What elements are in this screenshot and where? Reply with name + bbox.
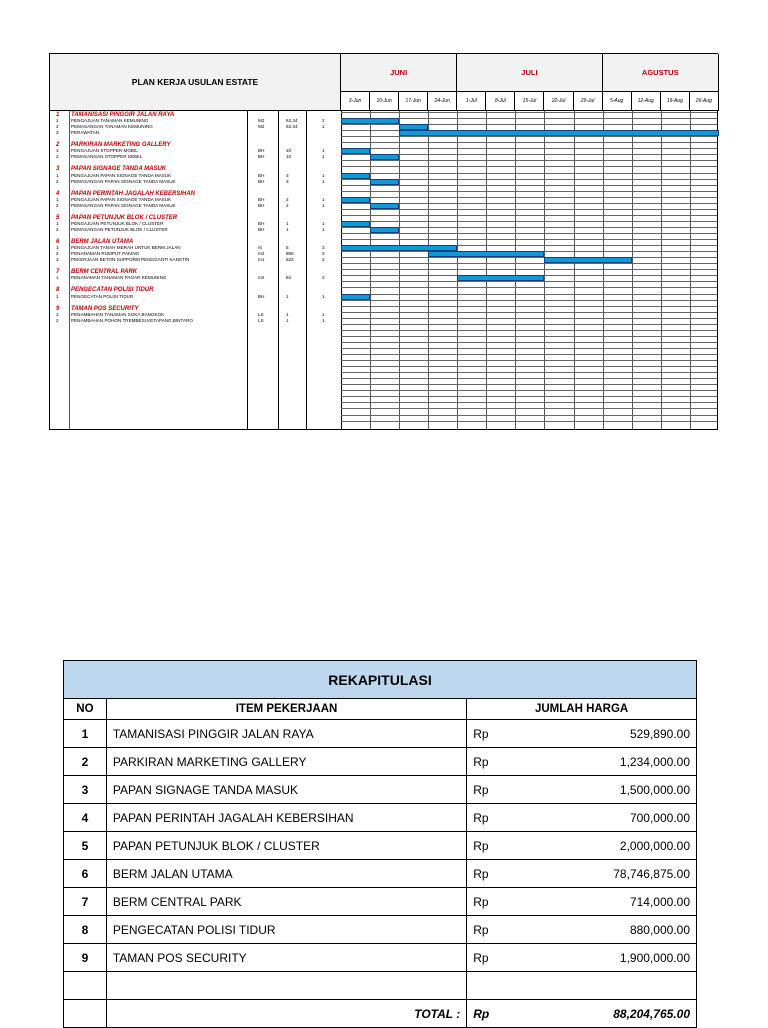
grid-line — [341, 160, 717, 161]
grid-line — [341, 390, 717, 391]
grid-line — [341, 281, 717, 282]
week-header: 8-Jul — [486, 92, 515, 111]
section-number: 1 — [56, 112, 60, 118]
task-number: 1 — [56, 275, 59, 281]
row-item: PAPAN SIGNAGE TANDA MASUK — [106, 776, 466, 804]
grid-line — [341, 330, 717, 331]
grid-line — [341, 148, 717, 149]
task-quantity: 522 — [286, 257, 294, 263]
grid-line — [341, 348, 717, 349]
section-title: PENGECATAN POLISI TIDUR — [71, 287, 154, 294]
task-quantity: 1 — [286, 226, 289, 232]
task-unit: BH — [258, 148, 265, 154]
task-description: PENAMBAHAN POHON TREMBESI,KETAPANG,BINTARO — [71, 317, 193, 323]
grid-line — [341, 185, 717, 186]
grid-line — [341, 221, 717, 222]
section-number: 7 — [56, 269, 60, 276]
task-quantity: 1 — [286, 220, 289, 226]
row-amount-cell — [467, 720, 697, 748]
section-title: TAMANISASI PINGGIR JALAN RAYA — [71, 112, 175, 118]
section-title: PAPAN PETUNJUK BLOK / CLUSTER — [71, 214, 178, 221]
row-number: 4 — [64, 804, 107, 832]
total-amount-cell — [467, 1000, 697, 1028]
task-unit: LS — [258, 311, 264, 317]
task-number: 3 — [56, 130, 59, 136]
row-amount: 700,000.00 — [629, 810, 690, 825]
grid-line — [341, 197, 717, 198]
task-row — [50, 179, 341, 185]
grid-line — [341, 372, 717, 373]
section-title: PAPAN SIGNAGE TANDA MASUK — [71, 166, 167, 173]
week-header: 22-Jul — [544, 92, 573, 111]
task-duration: 1 — [322, 317, 325, 323]
week-header: 3-Jun — [341, 92, 370, 111]
row-currency: Rp — [473, 866, 489, 881]
row-number: 9 — [64, 944, 107, 972]
grid-line — [341, 239, 717, 240]
total-currency: Rp — [473, 1006, 490, 1021]
task-row — [50, 257, 341, 263]
grid-line — [341, 300, 717, 301]
task-row — [50, 227, 341, 233]
grid-line — [341, 378, 717, 379]
grid-line — [341, 366, 717, 367]
row-amount: 2,000,000.00 — [619, 838, 690, 853]
task-number: 2 — [56, 124, 59, 130]
grid-line — [341, 263, 717, 264]
task-description: PENGAJUAN TANAMAN KEMUNING — [71, 118, 149, 124]
empty-cell — [64, 972, 107, 1000]
grid-line — [341, 318, 717, 319]
task-description: PENGAJUAN TANAH MERAH UNTUK BERM JALAN — [71, 245, 181, 251]
week-header: 17-Jun — [399, 92, 428, 111]
week-header: 12-Aug — [632, 92, 661, 111]
grid-line — [341, 415, 717, 416]
task-row — [50, 203, 341, 209]
row-number: 8 — [64, 916, 107, 944]
grid-line — [341, 384, 717, 385]
task-unit: m2 — [258, 251, 265, 257]
grid-line — [341, 209, 717, 210]
task-row — [50, 130, 341, 136]
recap-row — [64, 860, 697, 888]
grid-line — [341, 124, 717, 125]
task-quantity: 62.34 — [286, 118, 298, 124]
grid-line — [341, 136, 717, 137]
row-number: 5 — [64, 832, 107, 860]
header-no: NO — [64, 699, 107, 720]
task-duration: 2 — [322, 275, 325, 281]
task-quantity: 1 — [286, 293, 289, 299]
header-item: ITEM PEKERJAAN — [106, 699, 466, 720]
task-description: PEMASANGAN TANAMAN KEMUNING — [71, 124, 153, 130]
task-number: 2 — [56, 202, 59, 208]
grid-line — [341, 396, 717, 397]
task-number: 2 — [56, 178, 59, 184]
row-item: BERM JALAN UTAMA — [106, 860, 466, 888]
row-amount: 1,234,000.00 — [619, 754, 690, 769]
grid-line — [341, 312, 717, 313]
task-number: 1 — [56, 196, 59, 202]
row-currency: Rp — [473, 838, 489, 853]
task-unit: BH — [258, 202, 265, 208]
section-title: PARKIRAN MARKETING GALLERY — [71, 142, 171, 149]
task-description: PENGECATAN POLISI TIDUR — [71, 293, 134, 299]
task-description: PEMASANGAN PETUNJUK BLOK / CLUSTER — [71, 226, 168, 232]
task-duration: 1 — [322, 226, 325, 232]
task-unit: M2 — [258, 118, 265, 124]
task-quantity: 84 — [286, 275, 292, 281]
task-duration: 2 — [322, 118, 325, 124]
task-description: PENANAMAN RUMPUT PAKING — [71, 251, 140, 257]
task-duration: 1 — [322, 220, 325, 226]
row-amount-cell — [467, 860, 697, 888]
section-title: PAPAN PERINTAH JAGALAH KEBERSIHAN — [71, 190, 196, 197]
section-number: 8 — [56, 287, 60, 294]
recap-title: REKAPITULASI — [64, 661, 697, 699]
grid-line — [341, 166, 717, 167]
task-number: 1 — [56, 220, 59, 226]
task-number: 2 — [56, 154, 59, 160]
row-currency: Rp — [473, 894, 489, 909]
task-number: 1 — [56, 311, 59, 317]
task-duration: 1 — [322, 124, 325, 130]
task-unit: m1 — [258, 257, 265, 263]
total-row — [64, 1000, 697, 1028]
task-description: PEMASANGAN STOPPER MOBIL — [71, 154, 143, 160]
task-quantity: 2 — [286, 196, 289, 202]
grid-line — [341, 360, 717, 361]
row-item: PARKIRAN MARKETING GALLERY — [106, 748, 466, 776]
task-number: 1 — [56, 293, 59, 299]
section-number: 4 — [56, 190, 60, 197]
task-description: PENGAJUAN PAPAN SIGNAGE TANDA MASUK — [71, 172, 172, 178]
task-description: PENGAJUAN PETUNJUK BLOK / CLUSTER — [71, 220, 164, 226]
row-amount-cell — [467, 888, 697, 916]
total-label: TOTAL : — [106, 1000, 466, 1028]
task-unit: BH — [258, 154, 265, 160]
row-amount-cell — [467, 916, 697, 944]
task-description: PENGAJUAN PAPAN SIGNAGE TANDA MASUK — [71, 196, 172, 202]
section-title: TAMAN POS SECURITY — [71, 305, 139, 312]
task-unit: BH — [258, 196, 265, 202]
row-amount-cell — [467, 832, 697, 860]
grid-line — [341, 215, 717, 216]
task-unit: BH — [258, 178, 265, 184]
grid-line — [341, 191, 717, 192]
week-header: 29-Jul — [574, 92, 603, 111]
task-duration: 1 — [322, 178, 325, 184]
grid-line — [341, 421, 717, 422]
recap-row — [64, 832, 697, 860]
recap-row — [64, 944, 697, 972]
section-title: BERM CENTRAL PARK — [71, 269, 138, 276]
recap-row — [64, 720, 697, 748]
row-item: PAPAN PETUNJUK BLOK / CLUSTER — [106, 832, 466, 860]
grid-line — [341, 402, 717, 403]
task-unit: BH — [258, 226, 265, 232]
week-header: 5-Aug — [603, 92, 632, 111]
task-quantity: 62.34 — [286, 124, 298, 130]
row-currency: Rp — [473, 950, 489, 965]
task-number: 2 — [56, 226, 59, 232]
task-quantity: 5 — [286, 245, 289, 251]
row-number: 1 — [64, 720, 107, 748]
section-number: 5 — [56, 214, 60, 221]
row-amount: 880,000.00 — [629, 922, 690, 937]
week-header: 19-Aug — [661, 92, 690, 111]
task-row — [50, 294, 341, 300]
task-quantity: 10 — [286, 148, 292, 154]
week-header: 26-Aug — [690, 92, 719, 111]
task-unit: BH — [258, 220, 265, 226]
task-row — [50, 154, 341, 160]
section-title: BERM JALAN UTAMA — [71, 239, 134, 246]
row-amount-cell — [467, 776, 697, 804]
grid-line — [341, 336, 717, 337]
grid-line — [341, 257, 717, 258]
task-quantity: 1 — [286, 317, 289, 323]
plan-title: PLAN KERJA USULAN ESTATE — [50, 54, 341, 111]
row-amount: 529,890.00 — [629, 726, 690, 741]
row-item: TAMANISASI PINGGIR JALAN RAYA — [106, 720, 466, 748]
task-row — [50, 275, 341, 281]
row-item: TAMAN POS SECURITY — [106, 944, 466, 972]
row-currency: Rp — [473, 754, 489, 769]
row-amount-cell — [467, 804, 697, 832]
row-number: 7 — [64, 888, 107, 916]
week-header: 15-Jul — [515, 92, 544, 111]
task-quantity: 3 — [286, 178, 289, 184]
grid-line — [341, 173, 717, 174]
task-duration: 3 — [322, 245, 325, 251]
recap-row — [64, 748, 697, 776]
task-unit: rit — [258, 245, 262, 251]
task-quantity: 1 — [286, 311, 289, 317]
task-description: PEMASANGAN PAPAN SIGNAGE TANDA MASUK — [71, 178, 176, 184]
row-amount: 1,500,000.00 — [619, 782, 690, 797]
task-number: 1 — [56, 245, 59, 251]
section-number: 9 — [56, 305, 60, 312]
task-unit: LS — [258, 317, 264, 323]
task-unit: BH — [258, 172, 265, 178]
row-currency: Rp — [473, 922, 489, 937]
row-currency: Rp — [473, 726, 489, 741]
task-duration: 1 — [322, 148, 325, 154]
task-duration: 1 — [322, 196, 325, 202]
row-amount: 714,000.00 — [629, 894, 690, 909]
task-quantity: 3 — [286, 172, 289, 178]
week-header: 10-Jun — [370, 92, 399, 111]
task-number: 3 — [56, 257, 59, 263]
task-description: PERAWATAN — [71, 130, 100, 136]
task-description: PENANAMAN TANAMAN PAGAR KEMUNING — [71, 275, 167, 281]
grid-line — [341, 306, 717, 307]
week-header: 24-Jun — [428, 92, 457, 111]
row-number: 6 — [64, 860, 107, 888]
gantt-plan-table — [49, 53, 718, 430]
recap-row — [64, 804, 697, 832]
task-number: 2 — [56, 251, 59, 257]
task-duration: 1 — [322, 154, 325, 160]
task-description: PEKERJAAN BETON SUPPORM PENGGANTI KANSTIN — [71, 257, 190, 263]
task-description: PENGAJUAN STOPPER MOBIL — [71, 148, 138, 154]
recap-table — [63, 660, 697, 1028]
grid-line — [341, 287, 717, 288]
recap-row — [64, 916, 697, 944]
task-number: 2 — [56, 317, 59, 323]
month-header: AGUSTUS — [603, 54, 719, 92]
week-header: 1-Jul — [457, 92, 486, 111]
recap-row — [64, 776, 697, 804]
row-number: 2 — [64, 748, 107, 776]
month-header: JULI — [457, 54, 602, 92]
task-duration: 3 — [322, 251, 325, 257]
empty-cell — [106, 972, 466, 1000]
row-amount: 78,746,875.00 — [613, 866, 690, 881]
task-unit: BH — [258, 293, 265, 299]
task-quantity: 10 — [286, 154, 292, 160]
task-duration: 1 — [322, 311, 325, 317]
task-unit: m2 — [258, 275, 265, 281]
grid-line — [341, 269, 717, 270]
task-description: PEMASANGAN PAPAN SIGNAGE TANDA MASUK — [71, 202, 176, 208]
row-amount: 1,900,000.00 — [619, 950, 690, 965]
grid-line — [341, 294, 717, 295]
task-unit: M2 — [258, 124, 265, 130]
task-number: 1 — [56, 148, 59, 154]
total-no-cell — [64, 1000, 107, 1028]
row-item: PAPAN PERINTAH JAGALAH KEBERSIHAN — [106, 804, 466, 832]
header-amount: JUMLAH HARGA — [467, 699, 697, 720]
task-quantity: 2 — [286, 202, 289, 208]
grid-line — [341, 112, 717, 113]
grid-line — [341, 342, 717, 343]
task-number: 1 — [56, 172, 59, 178]
task-row — [50, 318, 341, 324]
section-number: 6 — [56, 239, 60, 246]
task-duration: 2 — [322, 257, 325, 263]
task-duration: 1 — [322, 202, 325, 208]
grid-line — [341, 142, 717, 143]
row-amount-cell — [467, 944, 697, 972]
task-duration: 1 — [322, 293, 325, 299]
grid-line — [341, 408, 717, 409]
task-quantity: 888 — [286, 251, 294, 257]
row-number: 3 — [64, 776, 107, 804]
row-currency: Rp — [473, 810, 489, 825]
recap-body — [64, 720, 697, 972]
grid-line — [341, 233, 717, 234]
row-currency: Rp — [473, 782, 489, 797]
total-amount: 88,204,765.00 — [613, 1006, 690, 1021]
grid-line — [341, 354, 717, 355]
month-header: JUNI — [341, 54, 457, 92]
recap-row — [64, 888, 697, 916]
task-duration: 1 — [322, 172, 325, 178]
task-number: 1 — [56, 118, 59, 124]
row-amount-cell — [467, 748, 697, 776]
section-number: 2 — [56, 142, 60, 149]
section-number: 3 — [56, 166, 60, 173]
row-item: BERM CENTRAL PARK — [106, 888, 466, 916]
task-description: PENAMBAHAN TANAMAN SOKA BANGKOK — [71, 311, 165, 317]
row-item: PENGECATAN POLISI TIDUR — [106, 916, 466, 944]
empty-cell — [467, 972, 697, 1000]
grid-line — [341, 324, 717, 325]
